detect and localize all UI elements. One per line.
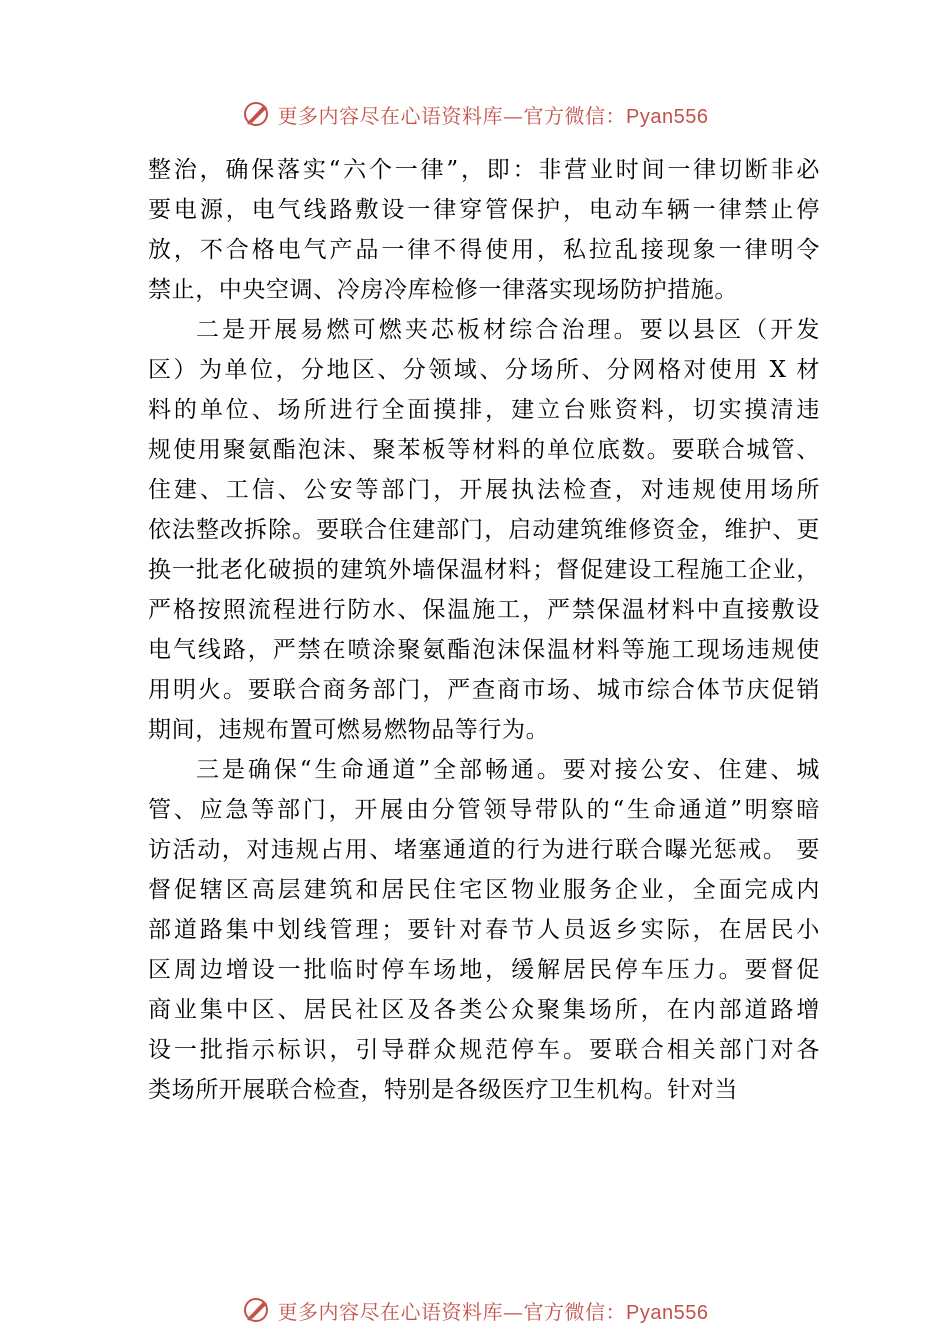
paragraph-2-line: 期间，违规布置可燃易燃物品等行为。 xyxy=(148,717,550,743)
paragraph-2-line: 严格按照流程进行防水、保温施工，严禁保温材料中直接敷设 xyxy=(148,597,820,623)
paragraph-3 xyxy=(148,750,820,1110)
paragraph-2-line: 用明火。要联合商务部门，严查商市场、城市综合体节庆促销 xyxy=(148,677,820,703)
footer-wechat-id: Pyan556 xyxy=(626,1301,709,1324)
paragraph-2-line: 电气线路，严禁在喷涂聚氨酯泡沫保温材料等施工现场违规使 xyxy=(148,637,820,663)
paragraph-2-line: 换一批老化破损的建筑外墙保温材料；督促建设工程施工企业， xyxy=(148,557,820,583)
paragraph-2 xyxy=(148,310,820,750)
paragraph-2-line: 住建、工信、公安等部门，开展执法检查，对违规使用场所 xyxy=(148,477,820,503)
header-banner-right: —官方微信： xyxy=(503,103,627,128)
paragraph-2-line: 料的单位、场所进行全面摸排，建立台账资料，切实摸清违 xyxy=(148,397,820,423)
footer-banner-right: —官方微信： xyxy=(503,1299,627,1324)
header-banner-left: 更多内容尽在心语资料库 xyxy=(277,103,504,128)
header-banner-text xyxy=(278,100,709,129)
paragraph-3-line: 部道路集中划线管理；要针对春节人员返乡实际，在居民小 xyxy=(148,917,820,943)
paragraph-3-line: 类场所开展联合检查，特别是各级医疗卫生机构。针对当 xyxy=(148,1077,738,1103)
footer-banner-left: 更多内容尽在心语资料库 xyxy=(277,1299,504,1324)
quill-pen-logo-icon xyxy=(242,99,272,129)
paragraph-2-line: 二是开展易燃可燃夹芯板材综合治理。要以县区（开发 xyxy=(196,317,820,343)
header-banner xyxy=(0,94,950,134)
paragraph-1-line: 禁止，中央空调、冷房冷库检修一律落实现场防护措施。 xyxy=(148,277,738,303)
paragraph-1-line: 整治，确保落实“六个一律”，即：非营业时间一律切断非必 xyxy=(148,157,820,183)
paragraph-3-line: 商业集中区、居民社区及各类公众聚集场所，在内部道路增 xyxy=(148,997,820,1023)
paragraph-2-line: 区）为单位，分地区、分领域、分场所、分网格对使用 X 材 xyxy=(148,357,820,383)
paragraph-3-line: 访活动，对违规占用、堵塞通道的行为进行联合曝光惩戒。 要 xyxy=(148,837,820,863)
paragraph-3-line: 管、应急等部门，开展由分管领导带队的“生命通道”明察暗 xyxy=(148,797,820,823)
paragraph-3-line: 设一批指示标识，引导群众规范停车。要联合相关部门对各 xyxy=(148,1037,820,1063)
footer-banner-text xyxy=(278,1296,709,1325)
header-wechat-id: Pyan556 xyxy=(626,105,709,128)
paragraph-3-line: 督促辖区高层建筑和居民住宅区物业服务企业，全面完成内 xyxy=(148,877,820,903)
paragraph-3-line: 区周边增设一批临时停车场地，缓解居民停车压力。要督促 xyxy=(148,957,820,983)
document-body xyxy=(148,150,820,1110)
paragraph-1-line: 放，不合格电气产品一律不得使用，私拉乱接现象一律明令 xyxy=(148,237,820,263)
paragraph-2-line: 依法整改拆除。要联合住建部门，启动建筑维修资金，维护、更 xyxy=(148,517,820,543)
paragraph-3-line: 三是确保“生命通道”全部畅通。要对接公安、住建、城 xyxy=(196,757,820,783)
paragraph-2-line: 规使用聚氨酯泡沫、聚苯板等材料的单位底数。要联合城管、 xyxy=(148,437,820,463)
quill-pen-logo-icon xyxy=(242,1295,272,1325)
paragraph-1 xyxy=(148,150,820,310)
paragraph-1-line: 要电源，电气线路敷设一律穿管保护，电动车辆一律禁止停 xyxy=(148,197,820,223)
footer-banner xyxy=(0,1290,950,1330)
